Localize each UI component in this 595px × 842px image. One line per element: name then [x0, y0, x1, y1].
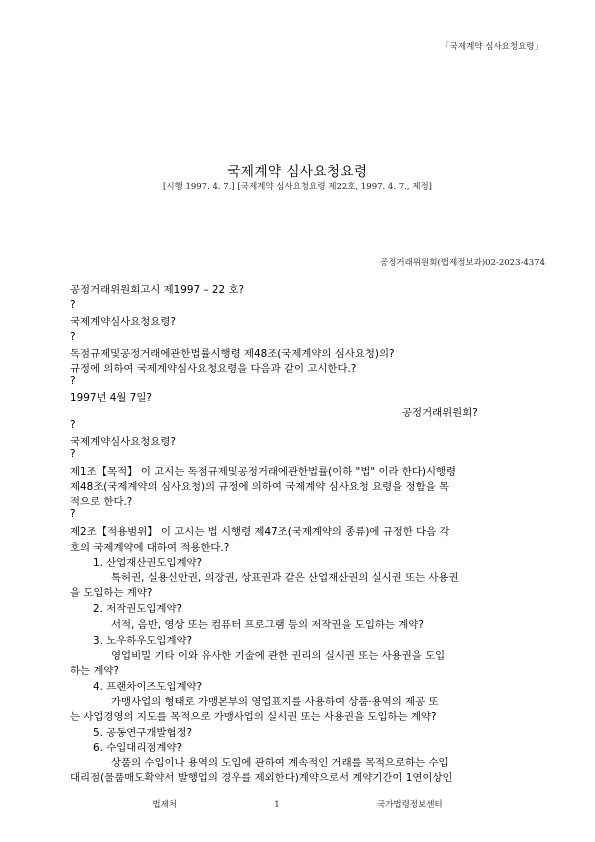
- list-item-text: 가맹사업의 형태로 가맹본부의 영업표지를 사용하여 상품·용역의 제공 또: [111, 696, 439, 708]
- list-item-heading: 6. 수입대리점계약?: [93, 742, 182, 754]
- notice-subject: 국제계약심사요청요령?: [70, 316, 176, 328]
- list-item-heading: 2. 저작권도입계약?: [93, 603, 182, 615]
- list-item-heading: 3. 노우하우도입계약?: [93, 635, 193, 647]
- document-history: [시행 1997. 4. 7.] [국제계약 심사요청요령 제22호, 1997. 4. 7., 제정]: [163, 182, 432, 192]
- list-item-text: 상품의 수입이나 용역의 도입에 관하여 계속적인 거래를 목적으로하는 수입: [111, 757, 449, 769]
- preamble-line: 규정에 의하여 국제계약심사요청요령을 다음과 같이 고시한다.?: [70, 363, 357, 375]
- article-1-line: 제1조【목적】 이 고시는 독점규제및공정거래에관한법률(이하 "법" 이라 한다)시행령: [70, 466, 457, 478]
- placeholder-mark: ?: [70, 419, 76, 431]
- running-header: 「국제계약 심사요청요령」: [441, 42, 543, 52]
- article-1-line: 제48조(국제계약의 심사요청)의 규정에 의하여 국제계약 심사요청 요령을 정함을 목: [70, 481, 449, 493]
- list-item-text: 특허권, 실용신안권, 의장권, 상표권과 같은 산업재산권의 실시권 또는 사용권: [111, 572, 459, 584]
- list-item-text: 서적, 음반, 영상 또는 컴퓨터 프로그램 등의 저작권을 도입하는 계약?: [111, 619, 424, 631]
- document-title: 국제계약 심사요청요령: [227, 164, 368, 180]
- notice-number: 공정거래위원회고시 제1997 – 22 호?: [70, 284, 244, 296]
- list-item-heading: 5. 공동연구개발협정?: [93, 727, 193, 739]
- list-item-text: 하는 계약?: [70, 665, 119, 677]
- list-item-text: 을 도입하는 계약?: [70, 587, 153, 599]
- ministry-contact: 공정거래위원회(법제정보과)02-2023-4374: [380, 258, 545, 268]
- page-footer: 법제처 1 국가법령정보센터: [152, 800, 443, 810]
- issuing-authority: 공정거래위원회?: [402, 407, 478, 419]
- list-item-heading: 4. 프랜차이즈도입계약?: [93, 681, 203, 693]
- list-item-text: 는 사업경영의 지도를 목적으로 가맹사업의 실시권 또는 사용권을 도입하는 계약?: [70, 711, 437, 723]
- placeholder-mark: ?: [70, 299, 76, 311]
- list-item-heading: 1. 산업재산권도입계약?: [93, 557, 203, 569]
- rules-title: 국제계약심사요청요령?: [70, 436, 176, 448]
- article-2-line: 제2조【적용범위】 이 고시는 법 시행령 제47조(국제계약의 종류)에 규정한 다음 각: [70, 526, 450, 538]
- placeholder-mark: ?: [70, 508, 76, 520]
- preamble-line: 독점규제및공정거래에관한법률시행령 제48조(국제계약의 심사요청)의?: [70, 348, 395, 360]
- list-item-text: 영업비밀 기타 이와 유사한 기술에 관한 권리의 실시권 또는 사용권을 도입: [111, 650, 446, 662]
- article-2-line: 호의 국제계약에 대하여 적용한다.?: [70, 542, 230, 554]
- promulgation-date: 1997년 4월 7일?: [70, 392, 152, 404]
- article-1-line: 적으로 한다.?: [70, 496, 133, 508]
- placeholder-mark: ?: [70, 448, 76, 460]
- list-item-text: 대리점(물품매도확약서 발행업의 경우를 제외한다)계약으로서 계약기간이 1연이상인: [70, 772, 453, 784]
- placeholder-mark: ?: [70, 331, 76, 343]
- placeholder-mark: ?: [70, 375, 76, 387]
